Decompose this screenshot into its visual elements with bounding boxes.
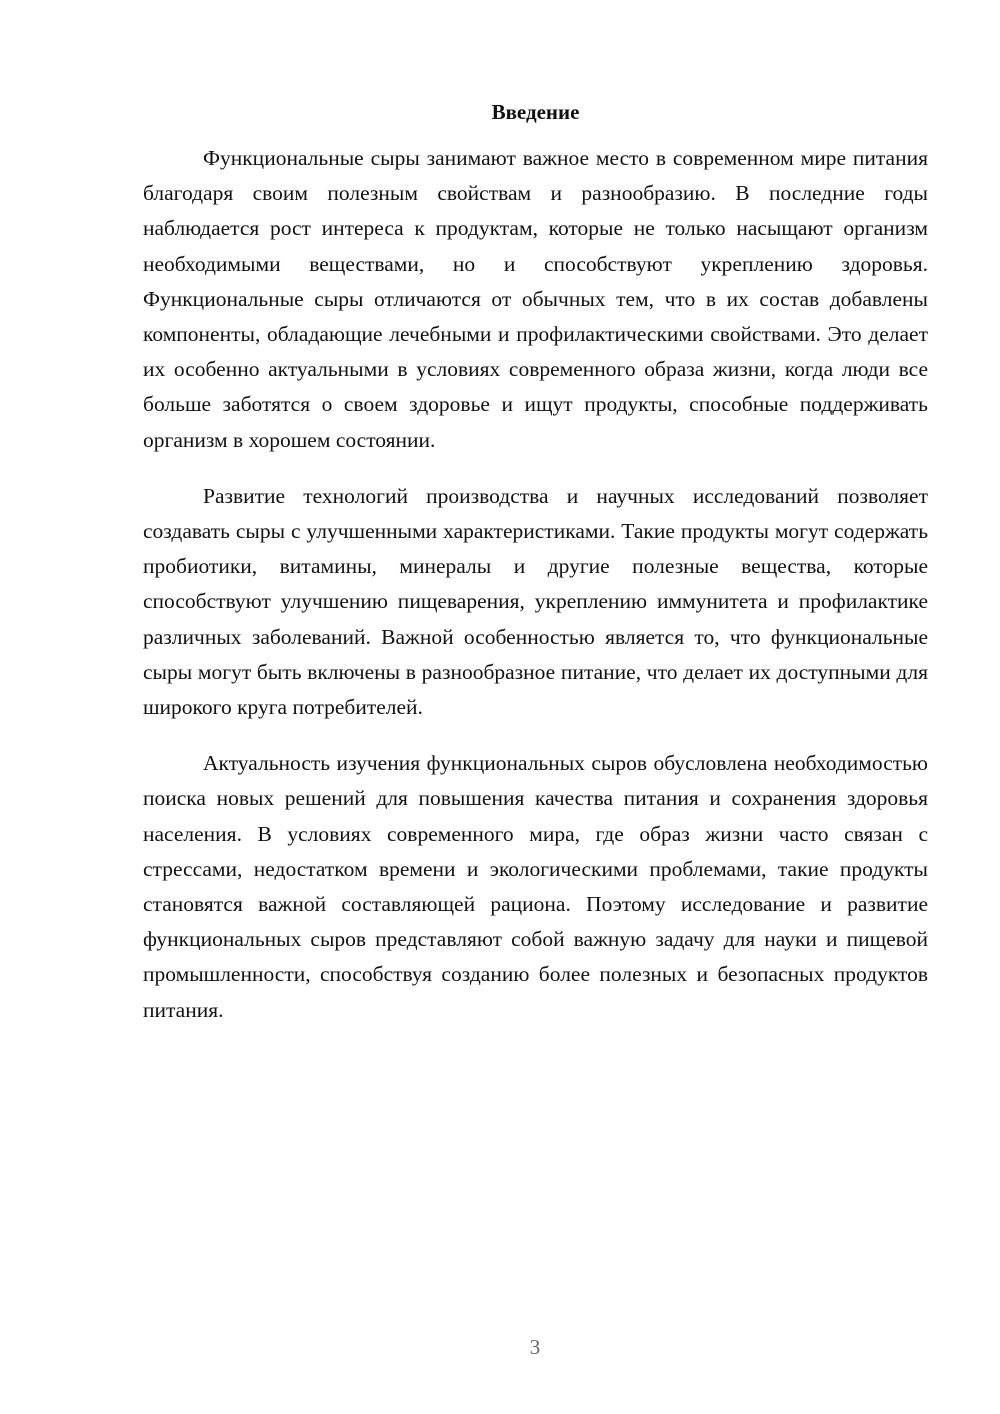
- page-content: [143, 97, 928, 1049]
- paragraph-1: Функциональные сыры занимают важное место в современном мире питания благодаря своим полезным свойствам и разнообразию. В последние годы наблюдается рост интереса к продуктам, которые не только насыщают организм необходимыми веществами, но и способствуют укреплению здоровья. Функциональные сыры отличаются от обычных тем, что в их состав добавлены компоненты, обладающие лечебными и профилактическими свойствами. Это делает их особенно актуальными в условиях современного образа жизни, когда люди все больше заботятся о своем здоровье и ищут продукты, способные поддерживать организм в хорошем состоянии.: [143, 146, 928, 452]
- paragraph-3: Актуальность изучения функциональных сыров обусловлена необходимостью поиска новых решений для повышения качества питания и сохранения здоровья населения. В условиях современного мира, где образ жизни часто связан с стрессами, недостатком времени и экологическими проблемами, такие продукты становятся важной составляющей рациона. Поэтому исследование и развитие функциональных сыров представляют собой важную задачу для науки и пищевой промышленности, способствуя созданию более полезных и безопасных продуктов питания.: [143, 751, 928, 1022]
- paragraph-2: Развитие технологий производства и научных исследований позволяет создавать сыры с улучшенными характеристиками. Такие продукты могут содержать пробиотики, витамины, минералы и другие полезные вещества, которые способствуют улучшению пищеварения, укреплению иммунитета и профилактике различных заболеваний. Важной особенностью является то, что функциональные сыры могут быть включены в разнообразное питание, что делает их доступными для широкого круга потребителей.: [143, 483, 928, 720]
- section-heading: Введение: [491, 100, 580, 124]
- page-number: 3: [529, 1335, 541, 1359]
